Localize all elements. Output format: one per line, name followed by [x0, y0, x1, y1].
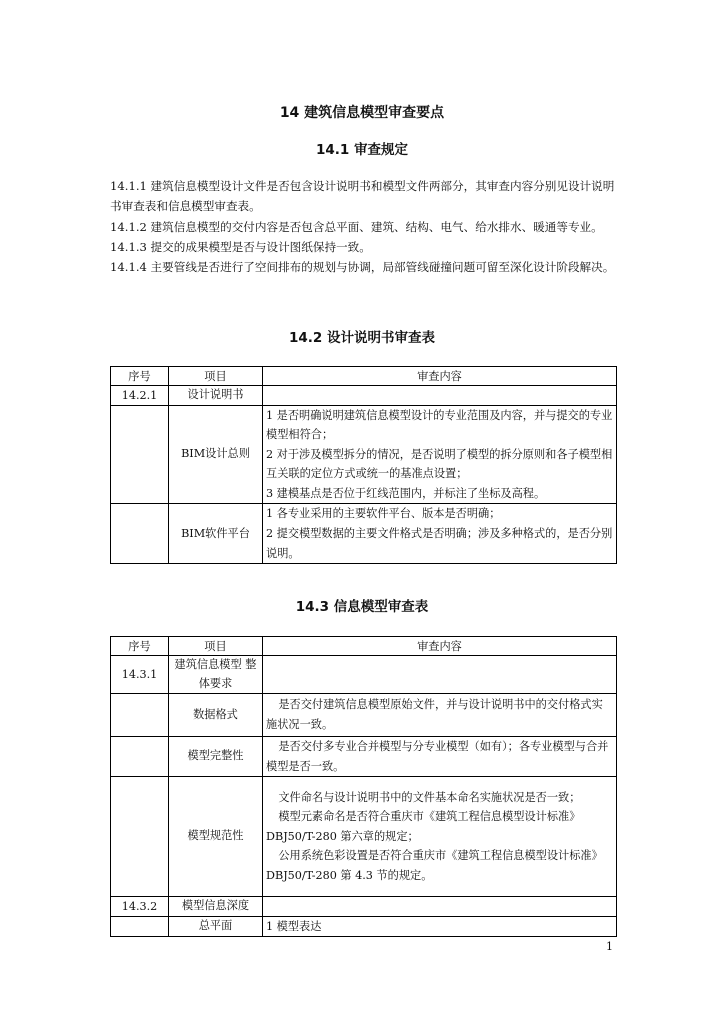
- row-item: 数据格式: [169, 694, 263, 737]
- row-item: 模型信息深度: [169, 897, 263, 917]
- row-content: [263, 897, 617, 917]
- table-row: [111, 405, 617, 504]
- table-row: [111, 694, 617, 737]
- row-item: 模型完整性: [169, 737, 263, 777]
- row-no: [111, 737, 169, 777]
- content-line: 3 建模基点是否位于红线范围内，并标注了坐标及高程。: [266, 486, 546, 500]
- table-row: [111, 897, 617, 917]
- table-row: [111, 777, 617, 897]
- content-line: 2 提交模型数据的主要文件格式是否明确；涉及多种格式的，是否分别说明。: [266, 527, 613, 560]
- row-no: [111, 777, 169, 897]
- header-no: 序号: [111, 637, 169, 656]
- row-content: 1 模型表达: [263, 916, 617, 937]
- content-line: 1 各专业采用的主要软件平台、版本是否明确；: [266, 507, 501, 521]
- row-content: [263, 777, 617, 897]
- content-line: 1 是否明确说明建筑信息模型设计的专业范围及内容，并与提交的专业模型相符合；: [266, 408, 613, 442]
- row-item: BIM软件平台: [169, 504, 263, 564]
- info-model-review-table: [110, 636, 617, 937]
- page-number: 1: [606, 940, 613, 953]
- content-line: 文件命名与设计说明书中的文件基本命名实施状况是否一致；: [278, 790, 581, 804]
- row-no: 14.2.1: [111, 386, 169, 406]
- content-line: 模型元素命名是否符合重庆市《建筑工程信息模型设计标准》DBJ50/T-280 第六章的规定；: [266, 810, 581, 843]
- table-row: [111, 916, 617, 937]
- row-item: BIM设计总则: [169, 405, 263, 504]
- table-header-row: [111, 367, 617, 386]
- header-no: 序号: [111, 367, 169, 386]
- row-item: 设计说明书: [169, 386, 263, 406]
- row-content: [263, 386, 617, 406]
- row-no: [111, 504, 169, 564]
- table-row: [111, 386, 617, 406]
- header-content: 审查内容: [263, 367, 617, 386]
- header-item: 项目: [169, 367, 263, 386]
- section-14-3-title: 14.3 信息模型审查表: [295, 599, 429, 615]
- row-no: [111, 694, 169, 737]
- clause-14-1-4: 14.1.4 主要管线是否进行了空间排布的规划与协调，局部管线碰撞问题可留至深化设计阶段解决。: [110, 260, 615, 275]
- section-14-2-title: 14.2 设计说明书审查表: [288, 330, 435, 346]
- item-line: 整体要求: [198, 658, 257, 690]
- row-content: 是否交付多专业合并模型与分专业模型（如有）；各专业模型与合并模型是否一致。: [263, 737, 617, 777]
- table-header-row: [111, 637, 617, 656]
- clause-list: [110, 176, 616, 277]
- row-content: [263, 656, 617, 694]
- clause-14-1-3: 14.1.3 提交的成果模型是否与设计图纸保持一致。: [110, 239, 371, 254]
- clause-14-1-2: 14.1.2 建筑信息模型的交付内容是否包含总平面、建筑、结构、电气、给水排水、暖通等专业。: [110, 219, 603, 234]
- row-no: 14.3.1: [111, 656, 169, 694]
- header-content: 审查内容: [263, 637, 617, 656]
- row-item: 总平面: [169, 916, 263, 937]
- row-item: 模型规范性: [169, 777, 263, 897]
- item-line: 建筑信息模型: [174, 658, 242, 671]
- row-item: [169, 656, 263, 694]
- design-spec-review-table: [110, 366, 617, 564]
- table-row: [111, 737, 617, 777]
- table-row: [111, 504, 617, 564]
- section-14-1-title: 14.1 审查规定: [315, 142, 408, 158]
- clause-14-1-1: 14.1.1 建筑信息模型设计文件是否包含设计说明书和模型文件两部分，其审查内容分别见设计说明书审查表和信息模型审查表。: [110, 179, 615, 214]
- header-item: 项目: [169, 637, 263, 656]
- row-content: 是否交付建筑信息模型原始文件，并与设计说明书中的交付格式实施状况一致。: [263, 694, 617, 737]
- row-content: [263, 405, 617, 504]
- content-line: 2 对于涉及模型拆分的情况，是否说明了模型的拆分原则和各子模型相互关联的定位方式或统一的基准点设置；: [266, 447, 613, 481]
- row-no: [111, 405, 169, 504]
- content-line: 公用系统色彩设置是否符合重庆市《建筑工程信息模型设计标准》DBJ50/T-280 第 4.3 节的规定。: [266, 849, 603, 883]
- row-content: [263, 504, 617, 564]
- table-row: [111, 656, 617, 694]
- chapter-title: 14 建筑信息模型审查要点: [279, 105, 445, 121]
- row-no: [111, 916, 169, 937]
- row-no: 14.3.2: [111, 897, 169, 917]
